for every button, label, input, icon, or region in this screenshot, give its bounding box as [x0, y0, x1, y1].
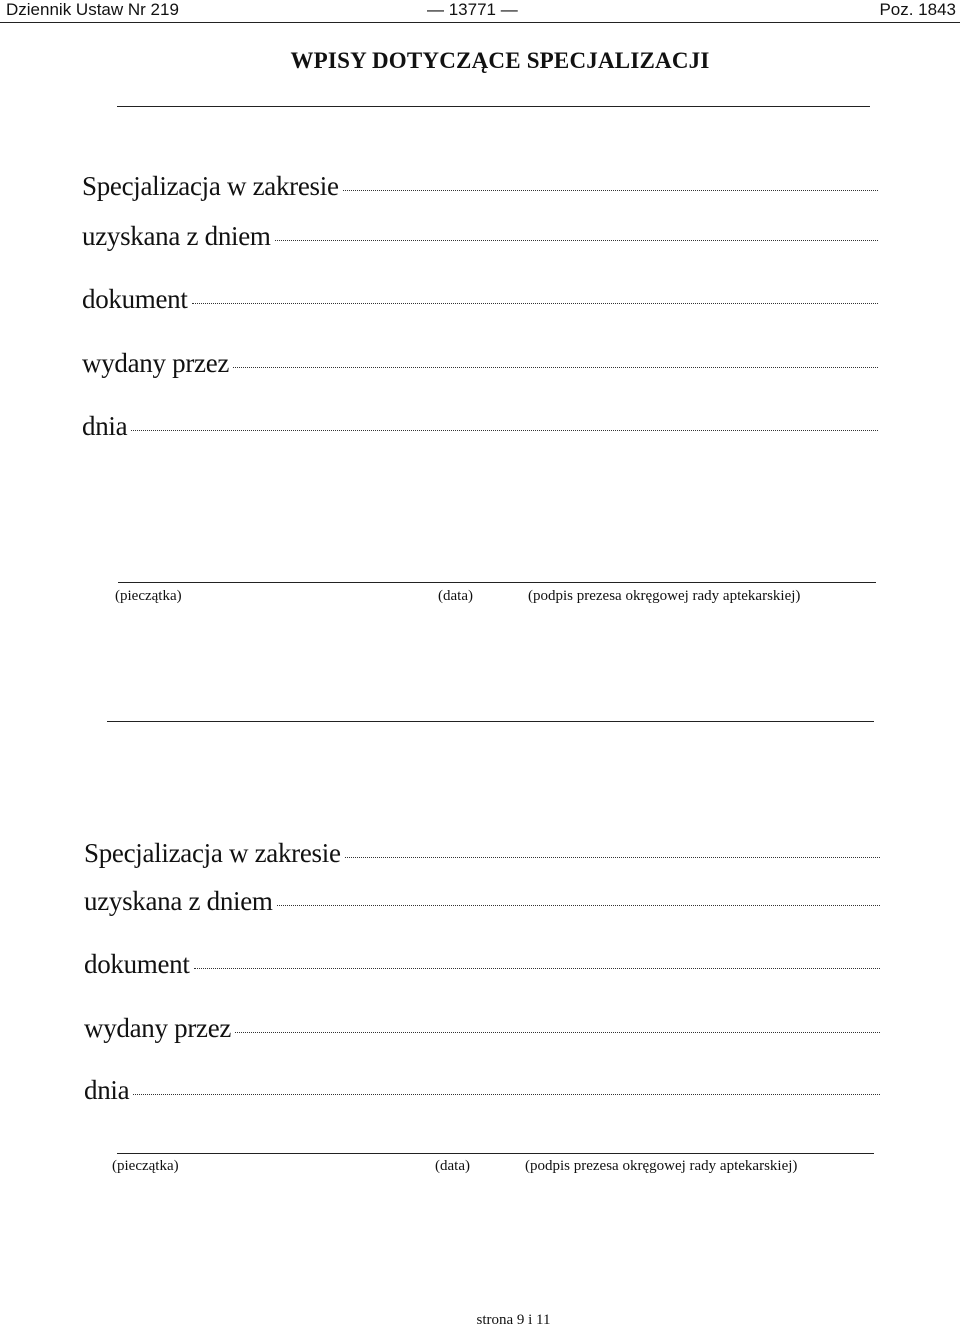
document-field[interactable] — [82, 283, 878, 315]
issued-by-fill-line[interactable] — [233, 367, 878, 368]
specialization-field[interactable] — [84, 837, 880, 869]
issue-date-fill-line[interactable] — [131, 430, 878, 431]
position-number: Poz. 1843 — [879, 0, 956, 19]
specialization-label: Specjalizacja w zakresie — [82, 171, 339, 201]
specialization-label: Specjalizacja w zakresie — [84, 838, 341, 868]
obtained-date-label: uzyskana z dniem — [84, 886, 273, 916]
signature-line[interactable] — [118, 582, 876, 583]
signature-caption: (podpis prezesa okręgowej rady aptekarskiej) — [525, 1158, 798, 1174]
obtained-date-fill-line[interactable] — [277, 905, 880, 906]
obtained-date-label: uzyskana z dniem — [82, 221, 271, 251]
issued-by-label: wydany przez — [82, 348, 230, 378]
signature-line[interactable] — [117, 1153, 874, 1154]
signature-caption: (podpis prezesa okręgowej rady aptekarskiej) — [528, 588, 801, 604]
header-rule — [0, 22, 960, 23]
issue-date-fill-line[interactable] — [133, 1094, 880, 1095]
document-field[interactable] — [84, 948, 880, 980]
issue-date-label: dnia — [84, 1075, 130, 1105]
specialization-fill-line[interactable] — [345, 857, 880, 858]
issued-by-field[interactable] — [82, 347, 878, 379]
obtained-date-field[interactable] — [82, 220, 878, 252]
issue-date-label: dnia — [82, 411, 128, 441]
document-label: dokument — [84, 949, 190, 979]
document-fill-line[interactable] — [192, 303, 878, 304]
section-divider — [107, 721, 874, 722]
issue-date-field[interactable] — [84, 1074, 880, 1106]
date-caption: (data) — [435, 1158, 470, 1174]
page-title: WPISY DOTYCZĄCE SPECJALIZACJI — [290, 48, 710, 73]
specialization-fill-line[interactable] — [343, 190, 878, 191]
obtained-date-fill-line[interactable] — [275, 240, 878, 241]
journal-name: Dziennik Ustaw Nr 219 — [6, 0, 179, 19]
stamp-caption: (pieczątka) — [115, 588, 182, 604]
issued-by-fill-line[interactable] — [235, 1032, 880, 1033]
issue-date-field[interactable] — [82, 410, 878, 442]
document-fill-line[interactable] — [194, 968, 880, 969]
issued-by-label: wydany przez — [84, 1013, 232, 1043]
obtained-date-field[interactable] — [84, 885, 880, 917]
date-caption: (data) — [438, 588, 473, 604]
document-label: dokument — [82, 284, 188, 314]
stamp-caption: (pieczątka) — [112, 1158, 179, 1174]
title-underline — [117, 106, 870, 107]
journal-page-number: — 13771 — — [427, 0, 518, 19]
page-footer: strona 9 i 11 — [476, 1312, 551, 1328]
specialization-field[interactable] — [82, 170, 878, 202]
issued-by-field[interactable] — [84, 1012, 880, 1044]
